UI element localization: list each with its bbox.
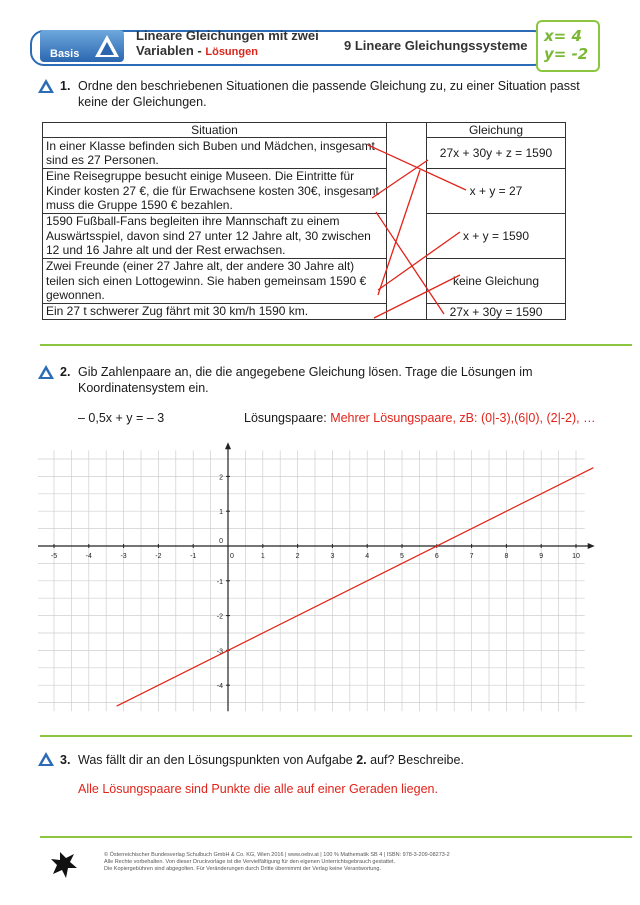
x-tick-label: 0 [230, 553, 234, 560]
x-tick-label: 6 [434, 553, 439, 560]
equation-cell: keine Gleichung [427, 259, 566, 304]
task3-text: Was fällt dir an den Lösungspunkten von Aufgabe 2. auf? Beschreibe. [78, 753, 464, 767]
x-tick-label: 10 [572, 553, 580, 560]
x-tick-label: 7 [469, 553, 474, 560]
situation-cell: Zwei Freunde (einer 27 Jahre alt, der andere 30 Jahre alt) teilen sich einen Lottogewinn. Sie haben gemeinsam 1590 € gewonnen. [43, 259, 387, 304]
header-title-line2: Variablen - [136, 43, 202, 58]
handwritten-line2: y= -2 [544, 45, 589, 63]
footer-line3: Die Kopiergebühren sind abgegolten. Für Veränderungen durch Dritte übernimmt der Verlag keine Verantwortung. [104, 866, 382, 872]
y-axis-arrow-icon [225, 442, 231, 449]
x-tick-label: 1 [260, 553, 265, 560]
solutions-answer: Mehrer Lösungspaare, zB: (0|-3),(6|0), (2|-2), … [330, 411, 596, 425]
x-tick-label: -5 [50, 553, 58, 560]
table-header-situation: Situation [43, 123, 387, 138]
task3-number: 3. [60, 753, 71, 767]
match-line [374, 275, 460, 318]
task2-solutions [244, 410, 596, 426]
publisher-logo-icon [50, 850, 78, 880]
y-tick-label: -4 [216, 683, 223, 691]
section-separator [40, 344, 632, 346]
header-subtitle: Lösungen [205, 46, 258, 58]
match-line [378, 170, 420, 295]
solutions-label: Lösungspaare: [244, 411, 327, 425]
header-title-line1: Lineare Gleichungen mit zwei [136, 28, 319, 43]
table-header-equation: Gleichung [427, 123, 566, 138]
x-tick-label: -2 [155, 553, 162, 560]
task-triangle-icon [38, 365, 54, 379]
section-separator [40, 836, 632, 838]
situation-cell: In einer Klasse befinden sich Buben und Mädchen, insgesamt sind es 27 Personen. [43, 138, 387, 169]
chapter-title: 9 Lineare Gleichungssysteme [344, 38, 528, 53]
x-axis-arrow-icon [588, 543, 595, 549]
y-tick-label: 1 [219, 509, 223, 517]
x-tick-label: -4 [85, 553, 92, 560]
situation-cell: Ein 27 t schwerer Zug fährt mit 30 km/h 1590 km. [43, 304, 387, 320]
equation-cell: x + y = 27 [427, 169, 566, 214]
match-line [376, 212, 444, 314]
y-tick-label: 2 [219, 474, 223, 482]
y-tick-label: 0 [219, 538, 223, 545]
situation-cell: Eine Reisegruppe besucht einige Museen. Die Eintritte für Kinder kosten 27 €, die für Erwachsene kosten 30€, insgesamt muss die Gruppe 1590 € bezahlen. [43, 169, 387, 214]
y-tick-label: -1 [216, 578, 223, 586]
task3-answer: Alle Lösungspaare sind Punkte die alle auf einer Geraden liegen. [78, 782, 438, 796]
task2-number: 2. [60, 365, 71, 379]
situation-cell: 1590 Fußball-Fans begleiten ihre Mannschaft zu einem Auswärtsspiel, davon sind 27 unter 12 Jahre alt, 30 zwischen 12 und 16 Jahre alt und der Rest erwachsen. [43, 214, 387, 259]
x-tick-label: 5 [400, 553, 404, 560]
x-tick-label: 2 [295, 553, 300, 560]
x-tick-label: -3 [120, 553, 127, 560]
task-triangle-icon [38, 752, 54, 766]
task2-equation: – 0,5x + y = – 3 [78, 411, 165, 425]
x-tick-label: -1 [190, 553, 197, 560]
footer-line2: Alle Rechte vorbehalten. Von dieser Druckvorlage ist die Vervielfältigung für den eigenen Unterrichtsgebrauch gestattet. [104, 859, 396, 865]
y-tick-label: -3 [216, 648, 223, 656]
equation-cell: x + y = 1590 [427, 214, 566, 259]
handwritten-line1: x= 4 [544, 27, 582, 45]
footer-text [104, 852, 450, 873]
x-tick-label: 4 [365, 553, 370, 560]
equation-cell: 27x + 30y + z = 1590 [427, 138, 566, 169]
badge-label: Basis [50, 48, 80, 60]
equation-cell: 27x + 30y = 1590 [427, 304, 566, 320]
y-tick-label: -2 [216, 613, 223, 621]
solution-line [117, 468, 594, 706]
footer-line1: © Österreichischer Bundesverlag Schulbuch GmbH & Co. KG, Wien 2016 | www.oebv.at | 100 % Mathematik SB 4 | ISBN: 978-3-209-08273-2 [104, 852, 450, 858]
x-tick-label: 3 [330, 553, 335, 560]
coordinate-system [38, 436, 598, 716]
task1-text: Ordne den beschriebenen Situationen die passende Gleichung zu, zu einer Situation passt keine der Gleichungen. [78, 79, 580, 109]
section-separator [40, 735, 632, 737]
match-line [372, 160, 428, 198]
x-tick-label: 8 [504, 553, 509, 560]
matching-lines [0, 0, 640, 340]
task2-text: Gib Zahlenpaare an, die die angegebene Gleichung lösen. Trage die Lösungen im Koordinatensystem ein. [78, 365, 533, 395]
task1-number: 1. [60, 79, 71, 93]
x-tick-label: 9 [539, 553, 544, 560]
